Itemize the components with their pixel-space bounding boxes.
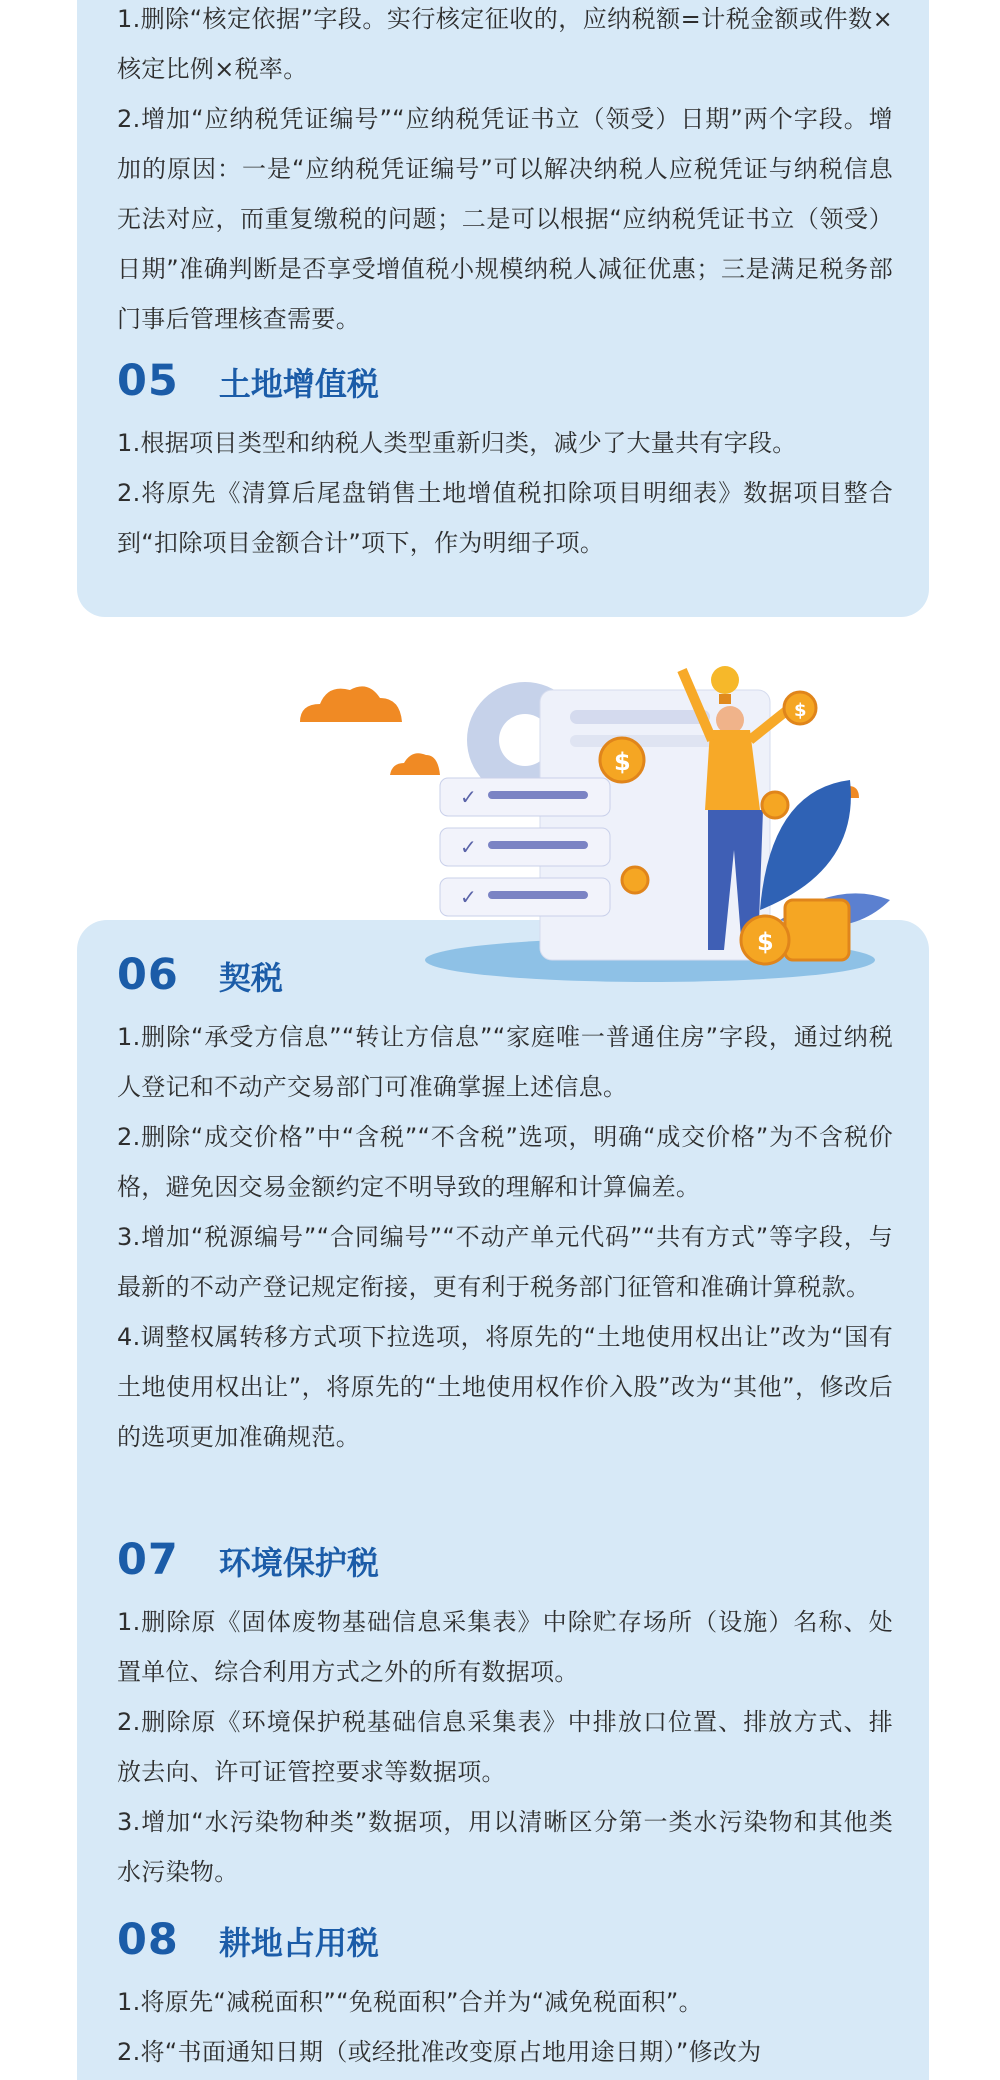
svg-text:✓: ✓ bbox=[460, 835, 477, 859]
section-08 bbox=[117, 1915, 893, 2077]
paragraph: 2.将“书面通知日期（或经批准改变原占地用途日期）”修改为 bbox=[117, 2038, 762, 2066]
cloud-icon bbox=[390, 753, 440, 775]
section-title: 环境保护税 bbox=[218, 1544, 379, 1582]
paragraph: 2.增加“应纳税凭证编号”“应纳税凭证书立（领受）日期”两个字段。增加的原因：一是“应纳税凭证编号”可以解决纳税人应税凭证与纳税信息无法对应，而重复缴税的问题；二是可以根据“应纳税凭证书立（领受）日期”准确判断是否享受增值税小规模纳税人减征优惠；三是满足税务部门事后管理核查需要。 bbox=[117, 105, 893, 333]
cloud-icon bbox=[300, 686, 402, 722]
section-04-body bbox=[117, 0, 893, 344]
paragraph: 2.删除原《环境保护税基础信息采集表》中排放口位置、排放方式、排放去向、许可证管控要求等数据项。 bbox=[117, 1708, 893, 1786]
section-07 bbox=[117, 1535, 893, 1897]
paragraph: 1.将原先“减税面积”“免税面积”合并为“减免税面积”。 bbox=[117, 1988, 703, 2016]
coin-icon bbox=[622, 867, 648, 893]
svg-text:$: $ bbox=[614, 748, 631, 776]
paragraph: 3.增加“水污染物种类”数据项，用以清晰区分第一类水污染物和其他类水污染物。 bbox=[117, 1808, 893, 1886]
paragraph: 2.将原先《清算后尾盘销售土地增值税扣除项目明细表》数据项目整合到“扣除项目金额合计”项下，作为明细子项。 bbox=[117, 479, 893, 557]
paragraph: 2.删除“成交价格”中“含税”“不含税”选项，明确“成交价格”为不含税价格，避免因交易金额约定不明导致的理解和计算偏差。 bbox=[117, 1123, 893, 1201]
paragraph: 1.根据项目类型和纳税人类型重新归类，减少了大量共有字段。 bbox=[117, 429, 797, 457]
section-heading bbox=[117, 1535, 893, 1585]
section-heading bbox=[117, 950, 893, 1000]
section-heading bbox=[117, 1915, 893, 1965]
svg-text:✓: ✓ bbox=[460, 785, 477, 809]
coin-icon bbox=[762, 792, 788, 818]
paragraph: 3.增加“税源编号”“合同编号”“不动产单元代码”“共有方式”等字段，与最新的不动产登记规定衔接，更有利于税务部门征管和准确计算税款。 bbox=[117, 1223, 893, 1301]
coin-icon bbox=[784, 692, 816, 724]
svg-text:$: $ bbox=[757, 928, 774, 956]
section-number: 05 bbox=[117, 356, 179, 406]
section-title: 契税 bbox=[218, 959, 283, 997]
section-title: 耕地占用税 bbox=[218, 1924, 379, 1962]
paragraph: 1.删除“核定依据”字段。实行核定征收的，应纳税额=计税金额或件数×核定比例×税率。 bbox=[117, 5, 893, 83]
svg-text:$: $ bbox=[794, 700, 807, 721]
section-05 bbox=[117, 356, 893, 568]
section-number: 06 bbox=[117, 950, 179, 1000]
section-heading bbox=[117, 356, 893, 406]
checklist-icon bbox=[440, 778, 610, 916]
svg-text:✓: ✓ bbox=[460, 885, 477, 909]
coin-icon bbox=[600, 738, 644, 782]
section-06 bbox=[117, 950, 893, 1462]
paragraph: 4.调整权属转移方式项下拉选项，将原先的“土地使用权出让”改为“国有土地使用权出让”，将原先的“土地使用权作价入股”改为“其他”，修改后的选项更加准确规范。 bbox=[117, 1323, 893, 1451]
section-number: 08 bbox=[117, 1915, 179, 1965]
paragraph: 1.删除“承受方信息”“转让方信息”“家庭唯一普通住房”字段，通过纳税人登记和不动产交易部门可准确掌握上述信息。 bbox=[117, 1023, 893, 1101]
section-title: 土地增值税 bbox=[218, 365, 379, 403]
section-number: 07 bbox=[117, 1535, 179, 1585]
paragraph: 1.删除原《固体废物基础信息采集表》中除贮存场所（设施）名称、处置单位、综合利用方式之外的所有数据项。 bbox=[117, 1608, 893, 1686]
